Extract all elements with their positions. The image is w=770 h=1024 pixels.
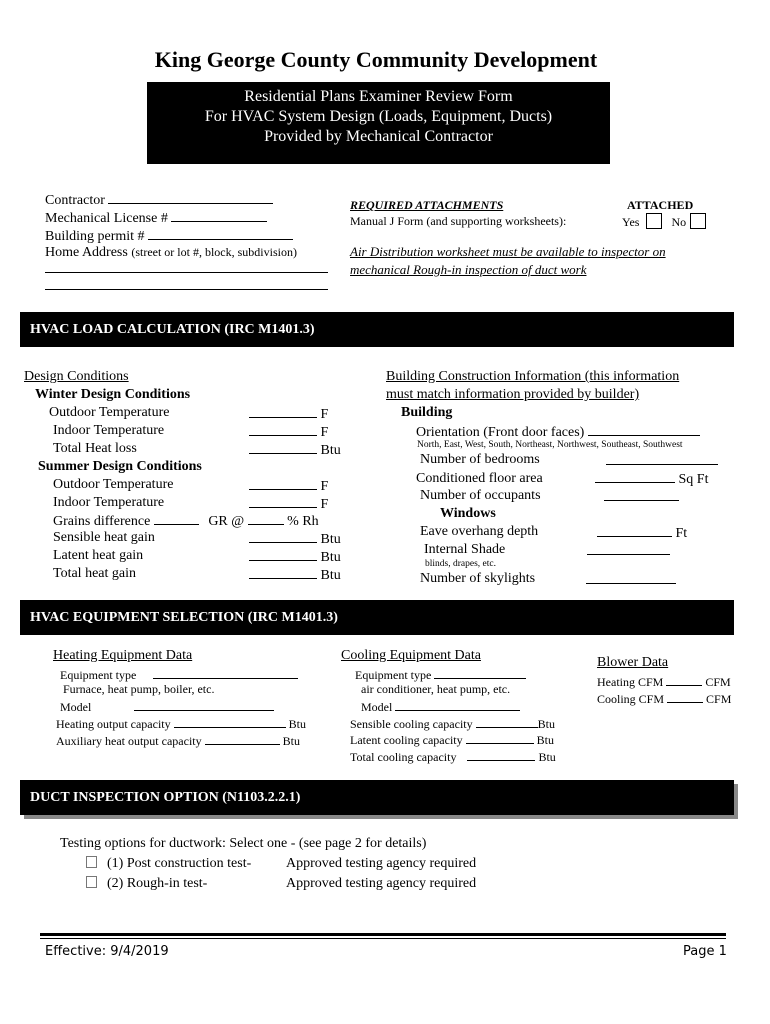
rough-in-checkbox[interactable]: [86, 876, 97, 888]
license-label: Mechanical License #: [45, 211, 168, 226]
home-address-field: [45, 245, 297, 261]
required-attachments-heading: REQUIRED ATTACHMENTS: [350, 198, 504, 212]
attached-heading: ATTACHED: [627, 198, 694, 212]
heating-model-field: [60, 698, 274, 715]
windows-heading: Windows: [440, 506, 496, 521]
winter-indoor-temp-unit: F: [320, 425, 329, 440]
eave-field: [597, 524, 687, 542]
footer-rule: [40, 933, 726, 936]
address-line-2[interactable]: [45, 289, 328, 290]
license-field: [45, 209, 267, 227]
heating-type-field: [60, 666, 298, 683]
bedrooms-input[interactable]: [606, 452, 718, 465]
total-heat-gain-label: Total heat gain: [53, 566, 136, 581]
eave-unit: Ft: [675, 526, 688, 541]
heating-type-label: Equipment type: [60, 668, 137, 682]
heating-equipment-heading: Heating Equipment Data: [53, 648, 193, 663]
no-checkbox[interactable]: [690, 213, 706, 229]
orientation-input[interactable]: [588, 423, 700, 436]
rough-in-label: (2) Rough-in test-: [107, 876, 208, 891]
grains-gr-label: GR @: [208, 514, 245, 529]
address-line-1[interactable]: [45, 272, 328, 273]
summer-outdoor-temp-input[interactable]: [249, 477, 317, 490]
occupants-field: [604, 488, 679, 506]
eave-input[interactable]: [597, 524, 672, 537]
sensible-cooling-unit: Btu: [537, 717, 555, 731]
cooling-equipment-heading: Cooling Equipment Data: [341, 648, 481, 663]
cooling-cfm-input[interactable]: [667, 690, 703, 703]
floor-area-label: Conditioned floor area: [416, 471, 543, 486]
home-address-hint: (street or lot #, block, subdivision): [131, 245, 297, 259]
winter-indoor-temp-label: Indoor Temperature: [53, 423, 165, 438]
sensible-cooling-input[interactable]: [476, 715, 538, 728]
floor-area-field: [595, 470, 708, 488]
grains-rh-label: % Rh: [287, 514, 319, 529]
manual-j-label: Manual J Form (and supporting worksheets):: [350, 214, 567, 228]
permit-label: Building permit #: [45, 229, 145, 244]
air-distribution-note-1: Air Distribution worksheet must be available to inspector on: [350, 244, 666, 259]
no-label: No: [671, 215, 687, 229]
sensible-cooling-label: Sensible cooling capacity: [350, 717, 473, 731]
building-heading: Building: [401, 405, 453, 420]
occupants-input[interactable]: [604, 488, 679, 501]
heating-model-label: Model: [60, 700, 92, 714]
summer-outdoor-temp-label: Outdoor Temperature: [53, 477, 174, 492]
duct-option-1[interactable]: [86, 856, 251, 872]
license-input[interactable]: [171, 209, 267, 222]
heating-cfm-unit: CFM: [705, 675, 731, 689]
eave-label: Eave overhang depth: [420, 524, 539, 539]
sensible-heat-gain-label: Sensible heat gain: [53, 530, 155, 545]
sensible-heat-gain-field: [249, 530, 341, 548]
summer-outdoor-temp-unit: F: [320, 479, 329, 494]
orientation-hint: North, East, West, South, Northeast, Northwest, Southeast, Southwest: [417, 440, 683, 450]
skylights-input[interactable]: [586, 571, 676, 584]
internal-shade-input[interactable]: [587, 542, 670, 555]
air-distribution-note-2: mechanical Rough-in inspection of duct work: [350, 262, 587, 277]
latent-cooling-label: Latent cooling capacity: [350, 733, 463, 747]
skylights-field: [586, 571, 676, 589]
skylights-label: Number of skylights: [420, 571, 536, 586]
aux-output-unit: Btu: [282, 734, 300, 748]
summer-indoor-temp-field: [249, 495, 328, 513]
summer-indoor-temp-input[interactable]: [249, 495, 317, 508]
page-number: Page 1: [683, 944, 727, 959]
internal-shade-label: Internal Shade: [424, 542, 506, 557]
floor-area-input[interactable]: [595, 470, 675, 483]
summer-indoor-temp-label: Indoor Temperature: [53, 495, 165, 510]
orientation-field: [416, 423, 700, 441]
heating-output-label: Heating output capacity: [56, 717, 171, 731]
summer-outdoor-temp-field: [249, 477, 328, 495]
cooling-model-label: Model: [361, 700, 393, 714]
building-info-heading-1: Building Construction Information (this information: [386, 369, 680, 384]
bedrooms-label: Number of bedrooms: [420, 452, 540, 467]
heating-output-input[interactable]: [174, 715, 286, 728]
cooling-cfm-label: Cooling CFM: [597, 692, 665, 706]
floor-area-unit: Sq Ft: [678, 472, 709, 487]
contractor-input[interactable]: [108, 191, 273, 204]
heating-output-field: [56, 715, 306, 732]
grains-rh-input[interactable]: [248, 512, 284, 525]
latent-heat-gain-label: Latent heat gain: [53, 548, 144, 563]
footer-rule-thin: [40, 938, 726, 939]
cooling-cfm-field: [597, 690, 731, 707]
permit-input[interactable]: [148, 227, 293, 240]
form-title-box: [147, 82, 610, 164]
duct-option-2[interactable]: [86, 876, 207, 892]
total-cooling-input[interactable]: [467, 748, 535, 761]
internal-shade-field: [587, 542, 670, 560]
equipment-section-header: HVAC EQUIPMENT SELECTION (IRC M1401.3): [20, 600, 734, 635]
latent-heat-gain-unit: Btu: [320, 550, 341, 565]
total-cooling-unit: Btu: [538, 750, 556, 764]
total-heat-gain-field: [249, 566, 341, 584]
total-heat-loss-label: Total Heat loss: [53, 441, 137, 456]
attached-checkboxes: [622, 213, 706, 230]
grains-difference-row: [53, 512, 319, 530]
cooling-cfm-unit: CFM: [706, 692, 732, 706]
yes-checkbox[interactable]: [646, 213, 662, 229]
total-heat-loss-field: [249, 441, 341, 459]
grains-difference-label: Grains difference: [53, 514, 151, 529]
cooling-type-label: Equipment type: [355, 668, 432, 682]
latent-heat-gain-field: [249, 548, 341, 566]
yes-label: Yes: [622, 215, 640, 229]
bedrooms-field: [606, 452, 718, 470]
winter-indoor-temp-input[interactable]: [249, 423, 317, 436]
total-heat-gain-input[interactable]: [249, 566, 317, 579]
total-cooling-field: [350, 748, 556, 765]
latent-heat-gain-input[interactable]: [249, 548, 317, 561]
aux-output-field: [56, 732, 300, 749]
heating-cfm-label: Heating CFM: [597, 675, 664, 689]
post-construction-note: Approved testing agency required: [286, 856, 477, 871]
effective-date: Effective: 9/4/2019: [45, 944, 169, 959]
winter-outdoor-temp-input[interactable]: [249, 405, 317, 418]
building-info-heading-2: must match information provided by builder): [386, 387, 640, 402]
form-title-line-3: Provided by Mechanical Contractor: [264, 128, 493, 145]
sensible-cooling-field: [350, 715, 555, 732]
total-heat-loss-input[interactable]: [249, 441, 317, 454]
sensible-heat-gain-input[interactable]: [249, 530, 317, 543]
sensible-heat-gain-unit: Btu: [320, 532, 341, 547]
duct-section-header: DUCT INSPECTION OPTION (N1103.2.2.1): [20, 780, 734, 815]
cooling-type-field: [355, 666, 526, 683]
page-title: King George County Community Development: [154, 47, 598, 72]
contractor-field: [45, 191, 273, 209]
winter-outdoor-temp-field: [249, 405, 328, 423]
heating-model-input[interactable]: [134, 698, 274, 711]
winter-design-heading: Winter Design Conditions: [35, 387, 191, 402]
blower-data-heading: Blower Data: [597, 655, 669, 670]
home-address-label: Home Address: [45, 245, 128, 260]
aux-output-input[interactable]: [205, 732, 280, 745]
heating-cfm-input[interactable]: [666, 673, 702, 686]
winter-indoor-temp-field: [249, 423, 328, 441]
rough-in-note: Approved testing agency required: [286, 876, 477, 891]
aux-output-label: Auxiliary heat output capacity: [56, 734, 202, 748]
total-heat-loss-unit: Btu: [320, 443, 341, 458]
cooling-type-hint: air conditioner, heat pump, etc.: [361, 682, 511, 696]
summer-indoor-temp-unit: F: [320, 497, 329, 512]
post-construction-label: (1) Post construction test-: [107, 856, 252, 871]
duct-instructions: Testing options for ductwork: Select one - (see page 2 for details): [60, 836, 427, 851]
contractor-label: Contractor: [45, 193, 105, 208]
form-title-line-2: For HVAC System Design (Loads, Equipment, Ducts): [204, 108, 553, 125]
grains-difference-input[interactable]: [154, 512, 199, 525]
latent-cooling-field: [350, 731, 554, 748]
latent-cooling-input[interactable]: [466, 731, 534, 744]
heating-output-unit: Btu: [288, 717, 306, 731]
design-conditions-heading: Design Conditions: [24, 369, 129, 384]
cooling-model-input[interactable]: [395, 698, 520, 711]
load-calculation-section-header: HVAC LOAD CALCULATION (IRC M1401.3): [20, 312, 734, 347]
occupants-label: Number of occupants: [420, 488, 541, 503]
latent-cooling-unit: Btu: [536, 733, 554, 747]
permit-field: [45, 227, 293, 245]
form-title-line-1: Residential Plans Examiner Review Form: [244, 88, 513, 105]
total-heat-gain-unit: Btu: [320, 568, 341, 583]
shade-hint: blinds, drapes, etc.: [425, 559, 496, 569]
cooling-type-input[interactable]: [434, 666, 526, 679]
summer-design-heading: Summer Design Conditions: [38, 459, 202, 474]
heating-type-hint: Furnace, heat pump, boiler, etc.: [63, 682, 215, 696]
heating-type-input[interactable]: [153, 666, 298, 679]
winter-outdoor-temp-unit: F: [320, 407, 329, 422]
total-cooling-label: Total cooling capacity: [350, 750, 457, 764]
post-construction-checkbox[interactable]: [86, 856, 97, 868]
heating-cfm-field: [597, 673, 731, 690]
cooling-model-field: [361, 698, 520, 715]
winter-outdoor-temp-label: Outdoor Temperature: [49, 405, 170, 420]
orientation-label: Orientation (Front door faces): [416, 425, 585, 440]
